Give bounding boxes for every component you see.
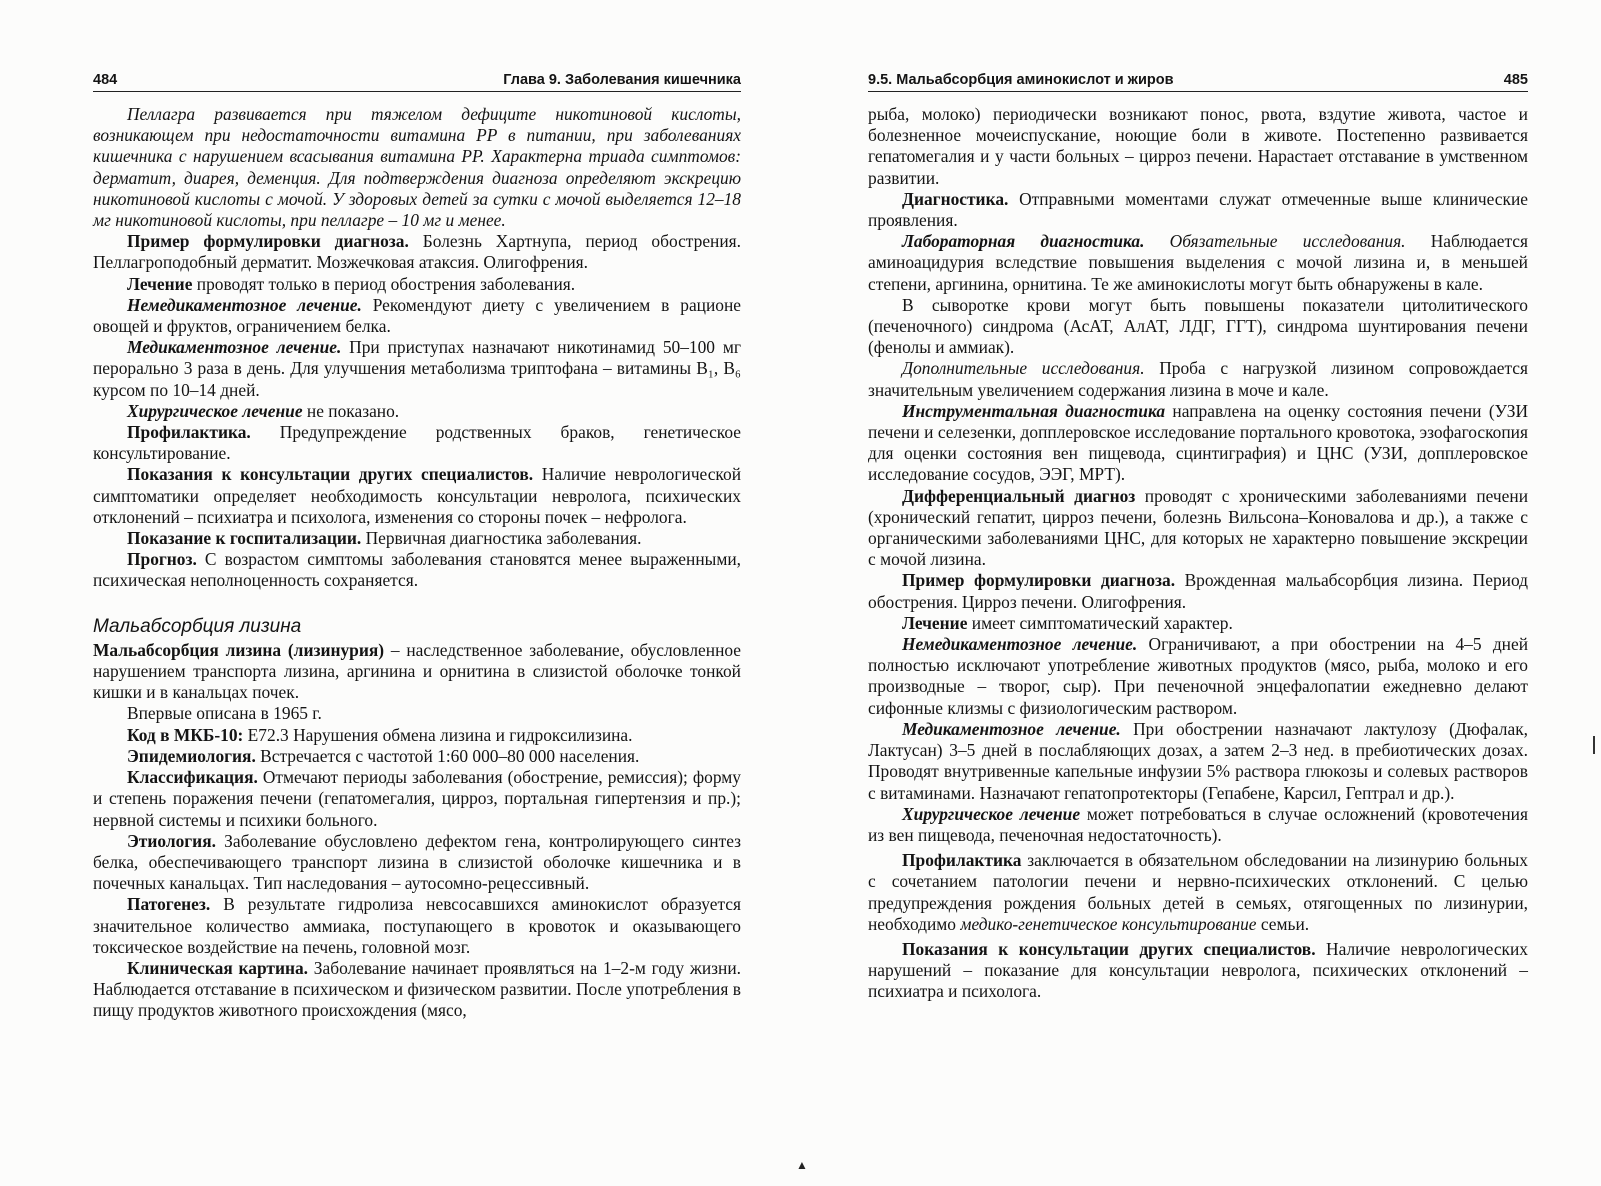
hosp-label: Показание к госпитализации. <box>127 528 362 549</box>
paragraph-nondrug <box>93 295 741 337</box>
definition-text: – наследственное заболевание, обусловленное нарушением транспорта лизина, аргинина и орнитина в слизистой оболочке тонкой кишки и в канальцах почек. <box>93 639 741 703</box>
paragraph-example <box>868 570 1528 612</box>
paragraph-nondrug <box>868 634 1528 719</box>
example-text: Болезнь Хартнупа, период обострения. Пеллагроподобный дерматит. Мозжечковая атаксия. Олигофрения. <box>93 231 741 273</box>
section-running-title: 9.5. Мальабсорбция аминокислот и жиров <box>868 72 1174 88</box>
nondrug-text: Рекомендуют диету с увеличением в рационе овощей и фруктов, ограничением белка. <box>93 294 742 337</box>
classification-text: Отмечают периоды заболевания (обострение, ремиссия); форму и степень поражения печени (гепатомегалия, цирроз, портальная гипертензия и пр.); нервной системы и психики больного. <box>93 767 741 830</box>
surgical-text: может потребоваться в случае осложнений (кровотечения из вен пищевода, печеночная недостаточность). <box>868 803 1528 845</box>
consult-label: Показания к консультации других специалистов. <box>902 938 1316 959</box>
prevention-italic: медико-генетическое консультирование <box>960 913 1257 934</box>
lab-sublabel: Обязательные исследования. <box>1144 231 1406 252</box>
consult-text: Наличие неврологических нарушений – показание для консультации невролога, психических отклонений – психиатра и психолога. <box>868 938 1528 1002</box>
paragraph-drug <box>868 719 1528 804</box>
surgical-label: Хирургическое лечение <box>902 803 1081 824</box>
paragraph-etiology <box>93 831 741 895</box>
page-number: 485 <box>1503 72 1528 88</box>
paragraph-treatment <box>868 613 1528 634</box>
instrumental-text: направлена на оценку состояния печени (УЗИ печени и селезенки, допплеровское исследование портального кровотока, эзофагоскопия для оценки состояния вен пищевода, сцинтиграфия) и ЦНС (УЗИ, допплеровское исследование сосудов, ЭЭГ, МРТ). <box>868 400 1528 485</box>
consult-text: Наличие неврологической симптоматики определяет необходимость консультации невролога, психических отклонений – психиатра и психолога, изменения со стороны почек – нефролога. <box>93 464 741 527</box>
left-page <box>93 72 741 1022</box>
epidemiology-label: Эпидемиология. <box>127 745 256 766</box>
right-body <box>868 104 1528 1003</box>
treatment-label: Лечение <box>127 273 193 294</box>
surgical-label: Хирургическое лечение <box>127 400 303 421</box>
paragraph-surgical <box>93 401 741 422</box>
icd-label: Код в МКБ-10: <box>127 724 244 745</box>
additional-text: Проба с нагрузкой лизином сопровождается значительным увеличением содержания лизина в моче и кале. <box>868 358 1528 400</box>
prevention-label: Профилактика. <box>127 422 251 443</box>
paragraph-icd <box>93 725 741 746</box>
running-head-left <box>93 72 741 92</box>
treatment-text: имеет симптоматический характер. <box>967 612 1233 633</box>
lab-text: Наблюдается аминоацидурия вследствие повышения выделения с мочой лизина и, в меньшей степени, аргинина, орнитина. Те же аминокислоты могут быть обнаружены в кале. <box>868 231 1528 294</box>
prevention-label: Профилактика <box>902 850 1022 871</box>
paragraph-continuation: рыба, молоко) периодически возникают понос, рвота, вздутие живота, частое и болезненное мочеиспускание, ноющие боли в животе. Постепенно развивается гепатомегалия и у части больных – цирроз печени. Нарастает отставание в умственном развитии. <box>868 104 1528 188</box>
consult-label: Показания к консультации других специалистов. <box>127 464 534 485</box>
paragraph-treatment <box>93 274 741 295</box>
classification-label: Классификация. <box>127 767 258 788</box>
drug-text: При приступах назначают никотинамид 50–100 мг перорально 3 раза в день. Для улучшения метаболизма триптофана – витамины B₁, B₆ курсом по 10–14 дней. <box>93 337 741 400</box>
pellagra-text: Пеллагра развивается при тяжелом дефиците никотиновой кислоты, возникающем при недостаточности витамина PP в питании, при заболеваниях кишечника с нарушением всасывания витамина PP. Характерна триада симптомов: дерматит, диарея, деменция. Для подтверждения диагноза определяют экскрецию никотиновой кислоты с мочой. У здоровых детей за сутки с мочой выделяется 12–18 мг никотиновой кислоты, при пеллагре – 10 мг и менее. <box>93 104 741 231</box>
additional-label: Дополнительные исследования. <box>902 358 1145 379</box>
differential-label: Дифференциальный диагноз <box>902 485 1136 506</box>
paragraph-definition <box>93 640 741 704</box>
paragraph-pathogenesis <box>93 894 741 958</box>
epidemiology-text: Встречается с частотой 1:60 000–80 000 населения. <box>255 745 640 766</box>
hosp-text: Первичная диагностика заболевания. <box>361 528 642 549</box>
diagnostics-text: Отправными моментами служат отмеченные выше клинические проявления. <box>868 188 1528 231</box>
drug-label: Медикаментозное лечение. <box>902 718 1121 739</box>
example-label: Пример формулировки диагноза. <box>902 570 1176 591</box>
paragraph-serum: В сыворотке крови могут быть повышены показатели цитолитического (печеночного) синдрома (АсАТ, АлАТ, ЛДГ, ГГТ), синдрома шунтирования печени (фенолы и аммиак). <box>868 294 1528 358</box>
paragraph-differential <box>868 486 1528 571</box>
paragraph-drug <box>93 337 741 401</box>
paragraph-lab <box>868 231 1528 295</box>
paragraph-example <box>93 231 741 273</box>
paragraph-classification <box>93 767 741 831</box>
paragraph-prevention <box>93 422 741 464</box>
example-text: Врожденная мальабсорбция лизина. Период обострения. Цирроз печени. Олигофрения. <box>868 570 1528 612</box>
edge-mark <box>1593 736 1595 754</box>
etiology-text: Заболевание обусловлено дефектом гена, контролирующего синтез белка, обеспечивающего транспорт лизина в слизистой оболочке кишечника и в почечных канальцах. Тип наследования – аутосомно-рецессивный. <box>93 830 741 894</box>
paragraph-consult <box>93 464 741 528</box>
pathogenesis-label: Патогенез. <box>127 894 211 915</box>
example-label: Пример формулировки диагноза. <box>127 231 409 252</box>
paragraph-hospitalization <box>93 528 741 549</box>
drug-label: Медикаментозное лечение. <box>127 337 342 358</box>
nondrug-label: Немедикаментозное лечение. <box>127 294 362 315</box>
paragraph-surgical <box>868 804 1528 846</box>
lab-label: Лабораторная диагностика. <box>902 231 1145 252</box>
drug-text: При обострении назначают лактулозу (Дюфалак, Лактусан) 3–5 дней в послабляющих дозах, а затем 2–3 нед. в пребиотических дозах. Проводят внутривенные капельные инфузии 5% раствора глюкозы и солевых растворов с витаминами. Назначают гепатопротекторы (Гепабене, Карсил, Гептрал и др.). <box>868 718 1528 803</box>
section-title: Мальабсорбция лизина <box>93 615 302 637</box>
prevention-end: семьи. <box>1256 913 1310 934</box>
diagnostics-label: Диагностика. <box>902 188 1009 209</box>
icd-text: E72.3 Нарушения обмена лизина и гидроксилизина. <box>243 724 633 745</box>
treatment-text: проводят только в период обострения заболевания. <box>192 273 576 294</box>
paragraph-additional <box>868 358 1528 400</box>
instrumental-label: Инструментальная диагностика <box>902 400 1166 421</box>
differential-text: проводят с хроническими заболеваниями печени (хронический гепатит, цирроз печени, болезнь Вильсона–Коновалова и др.), а также с органическими заболеваниями ЦНС, для которых не характерно повышение экскреции с мочой лизина. <box>868 485 1528 570</box>
left-body <box>93 104 741 1022</box>
paragraph-pellagra <box>93 104 741 231</box>
page-number: 484 <box>93 72 118 88</box>
prognosis-text: С возрастом симптомы заболевания становятся менее выраженными, психическая неполноценность сохраняется. <box>93 549 741 591</box>
etiology-label: Этиология. <box>127 830 216 851</box>
definition-label: Мальабсорбция лизина (лизинурия) <box>93 639 385 660</box>
treatment-label: Лечение <box>902 612 968 633</box>
paragraph-epidemiology <box>93 746 741 767</box>
paragraph-clinical <box>93 958 741 1022</box>
nondrug-text: Ограничивают, а при обострении на 4–5 дней полностью исключают употребление животных продуктов (мясо, рыба, молоко и его производные – творог, сыр). При печеночной энцефалопатии ежедневно делают сифонные клизмы с физиологическим раствором. <box>868 634 1529 718</box>
clinical-text: Заболевание начинает проявляться на 1–2-м году жизни. Наблюдается отставание в психическом и физическом развитии. После употребления в пищу продуктов животного происхождения (мясо, <box>93 957 741 1021</box>
binding-mark-icon: ▲ <box>796 1158 808 1172</box>
paragraph-diagnostics <box>868 189 1528 231</box>
running-head-right <box>868 72 1528 92</box>
paragraph-prevention <box>868 850 1528 935</box>
paragraph-consult <box>868 939 1528 1003</box>
clinical-label: Клиническая картина. <box>127 957 309 978</box>
paragraph-instrumental <box>868 401 1528 486</box>
right-page <box>868 72 1528 1003</box>
nondrug-label: Немедикаментозное лечение. <box>902 634 1138 655</box>
pathogenesis-text: В результате гидролиза невсосавшихся аминокислот образуется значительное количество аммиака, поступающего в кровоток и оказывающего токсическое воздействие на печень, головной мозг. <box>93 894 741 957</box>
chapter-title: Глава 9. Заболевания кишечника <box>503 72 741 88</box>
prevention-text: Предупреждение родственных браков, генетическое консультирование. <box>93 422 741 464</box>
surgical-text: не показано. <box>302 400 400 421</box>
paragraph-first-described: Впервые описана в 1965 г. <box>127 703 322 724</box>
prevention-text: заключается в обязательном обследовании на лизинурию больных с сочетанием патологии печени и нервно-психических отклонений. С целью предупреждения рождения больных детей в семьях, отягощенных по лизинурии, необходимо <box>868 850 1528 934</box>
prognosis-label: Прогноз. <box>127 549 197 570</box>
paragraph-prognosis <box>93 549 741 591</box>
